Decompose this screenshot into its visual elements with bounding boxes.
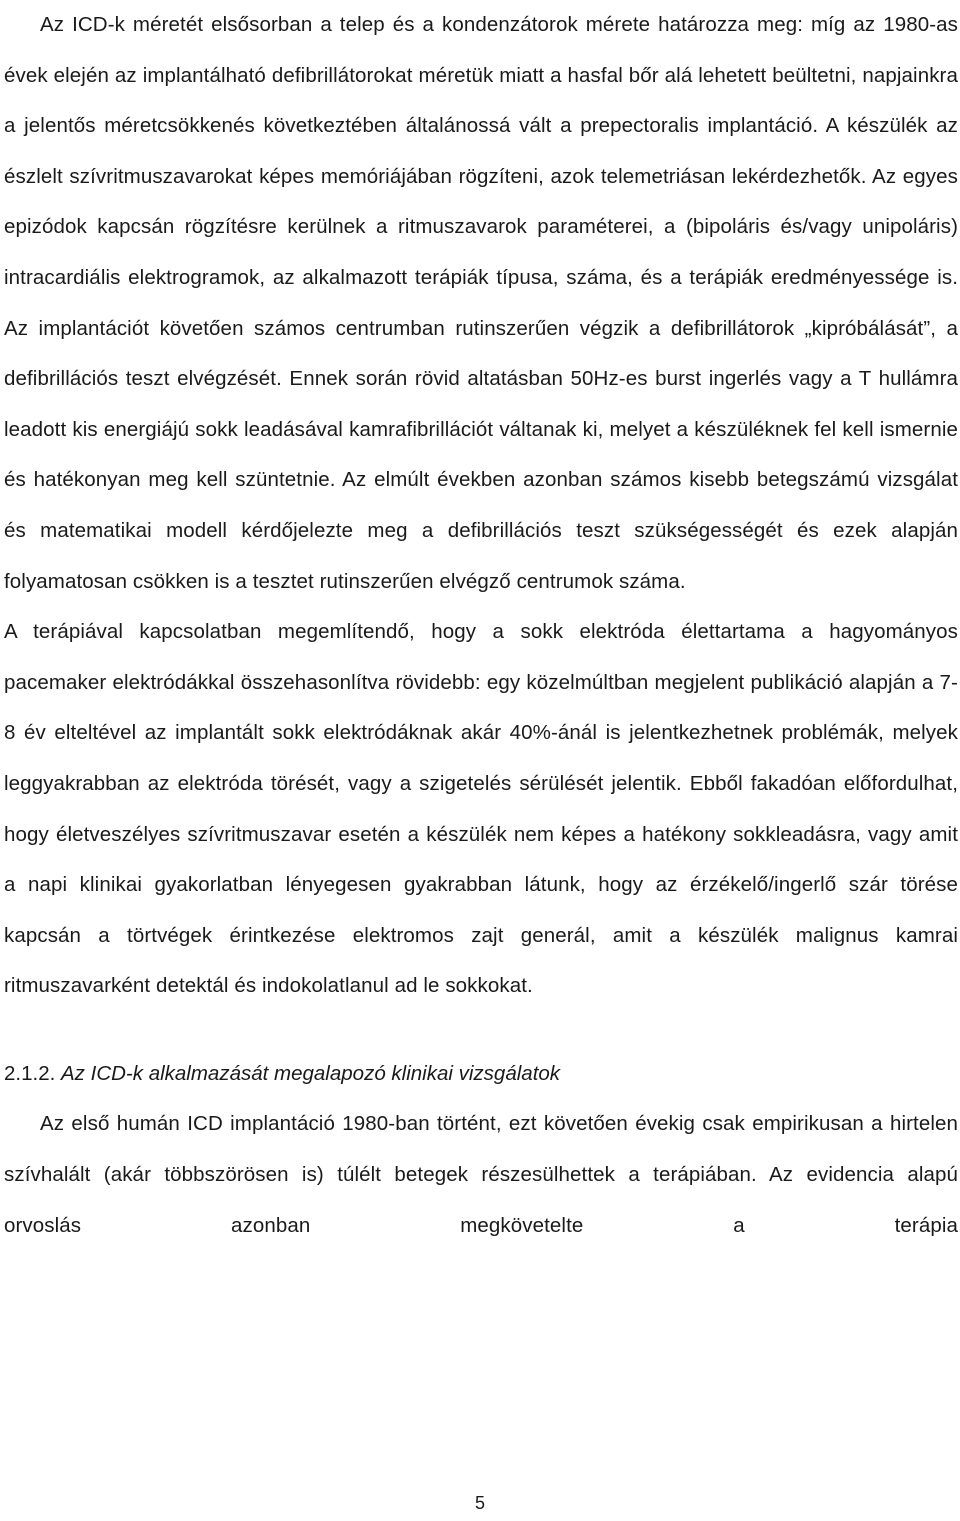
document-page [4,0,958,1251]
page-number: 5 [474,1493,485,1513]
body-paragraph-2: A terápiával kapcsolatban megemlítendő, hogy a sokk elektróda élettartama a hagyományos pacemaker elektródákkal összehasonlítva rövidebb: egy közelmúltban megjelent publikáció alapján a 7-8 év elteltével az implantált sokk elektródáknak akár 40%-ánál is jelentkezhetnek problémák, melyek leggyakrabban az elektróda törését, vagy a szigetelés sérülését jelentik. Ebből fakadóan előfordulhat, hogy életveszélyes szívritmuszavar esetén a készülék nem képes a hatékony sokkleadásra, vagy amit a napi klinikai gyakorlatban lényegesen gyakrabban látunk, hogy az érzékelő/ingerlő szár törése kapcsán a törtvégek érintkezése elektromos zajt generál, amit a készülék malignus kamrai ritmuszavarként detektál és indokolatlanul ad le sokkokat. [4,620,958,998]
section-heading [4,1049,958,1100]
section-number: 2.1.2. [4,1061,56,1085]
section-paragraph: Az első humán ICD implantáció 1980-ban történt, ezt követően évekig csak empirikusan a hirtelen szívhalált (akár többszörösen is) túlélt betegek részesülhettek a terápiában. Az evidencia alapú orvoslás azonban megkövetelte a terápia [4,1112,958,1237]
section-title: Az ICD-k alkalmazását megalapozó klinikai vizsgálatok [61,1061,561,1085]
body-paragraph-1: Az ICD-k méretét elsősorban a telep és a kondenzátorok mérete határozza meg: míg az 1980-as évek elején az implantálható defibrillátorokat méretük miatt a hasfal bőr alá lehetett beültetni, napjainkra a jelentős méretcsökkenés következtében általánossá vált a prepectoralis implantáció. A készülék az észlelt szívritmuszavarokat képes memóriájában rögzíteni, azok telemetriásan lekérdezhetők. Az egyes epizódok kapcsán rögzítésre kerülnek a ritmuszavarok paraméterei, a (bipoláris és/vagy unipoláris) intracardiális elektrogramok, az alkalmazott terápiák típusa, száma, és a terápiák eredményessége is. Az implantációt követően számos centrumban rutinszerűen végzik a defibrillátorok „kipróbálását”, a defibrillációs teszt elvégzését. Ennek során rövid altatásban 50Hz-es burst ingerlés vagy a T hullámra leadott kis energiájú sokk leadásával kamrafibrillációt váltanak ki, melyet a készüléknek fel kell ismernie és hatékonyan meg kell szüntetnie. Az elmúlt években azonban számos kisebb betegszámú vizsgálat és matematikai modell kérdőjelezte meg a defibrillációs teszt szükségességét és ezek alapján folyamatosan csökken is a tesztet rutinszerűen elvégző centrumok száma. [4,13,958,593]
